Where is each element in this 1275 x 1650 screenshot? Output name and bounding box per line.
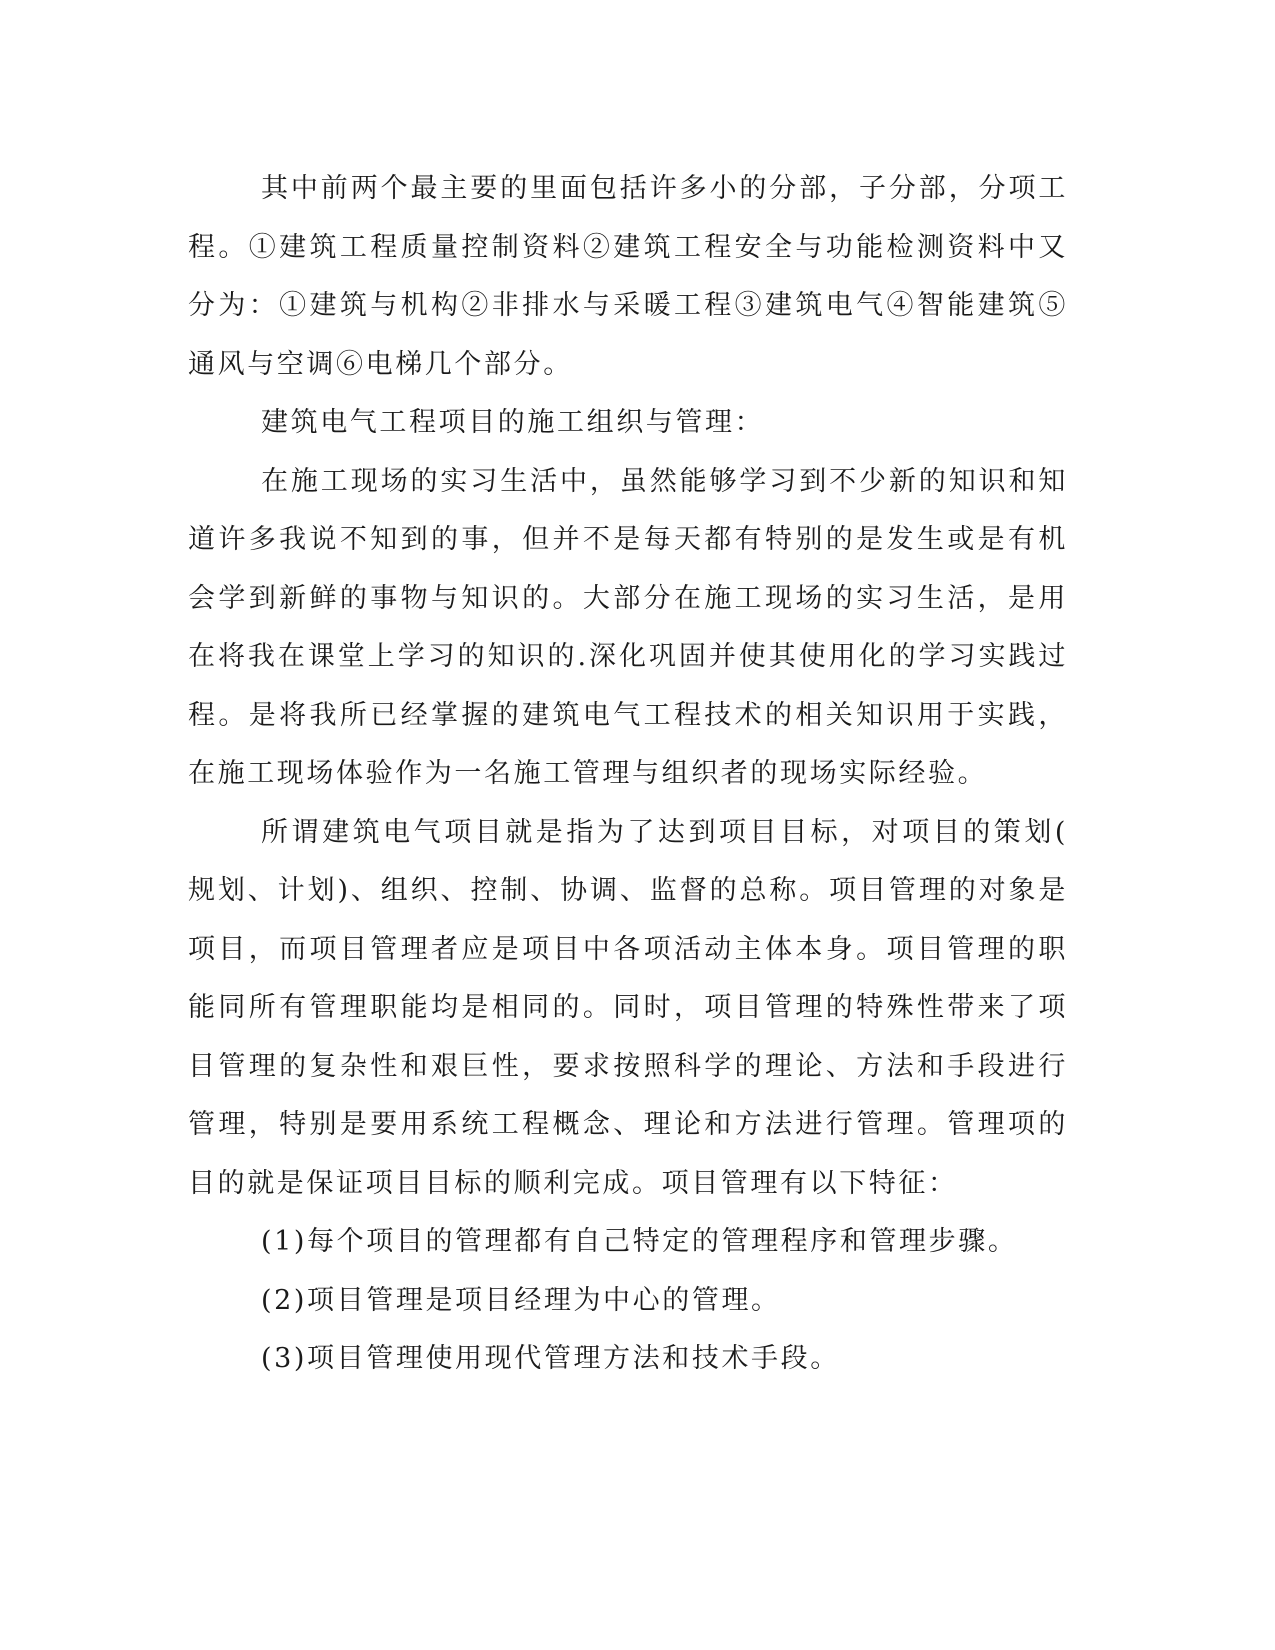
list-item-feature-3: (3)项目管理使用现代管理方法和技术手段。 bbox=[261, 1343, 840, 1374]
list-item-feature-2: (2)项目管理是项目经理为中心的管理。 bbox=[261, 1284, 781, 1316]
paragraph-project-management-definition: 所谓建筑电气项目就是指为了达到项目目标，对项目的策划(规划、计划)、组织、控制、协调、监督的总称。项目管理的对象是项目，而项目管理者应是项目中各项活动主体本身。项目管理的职能同所有管理职能均是相同的。同时，项目管理的特殊性带来了项目管理的复杂性和艰巨性，要求按照科学的理论、方法和手段进行管理，特别是要用系统工程概念、理论和方法进行管理。管理项的目的就是保证项目目标的顺利完成。项目管理有以下特征： bbox=[188, 816, 1068, 1199]
paragraph-internship-experience: 在施工现场的实习生活中，虽然能够学习到不少新的知识和知道许多我说不知到的事，但并不是每天都有特别的是发生或是有机会学到新鲜的事物与知识的。大部分在施工现场的实习生活，是用在将我在课堂上学习的知识的.深化巩固并使其使用化的学习实践过程。是将我所已经掌握的建筑电气工程技术的相关知识用于实践，在施工现场体验作为一名施工管理与组织者的现场实际经验。 bbox=[188, 465, 1068, 789]
section-heading-construction-management: 建筑电气工程项目的施工组织与管理： bbox=[261, 407, 765, 438]
document-body bbox=[188, 160, 1068, 1389]
list-item-feature-1: (1)每个项目的管理都有自己特定的管理程序和管理步骤。 bbox=[261, 1226, 1018, 1257]
paragraph-project-divisions: 其中前两个最主要的里面包括许多小的分部，子分部，分项工程。①建筑工程质量控制资料②建筑工程安全与功能检测资料中又分为：①建筑与机构②非排水与采暖工程③建筑电气④智能建筑⑤通风与空调⑥电梯几个部分。 bbox=[188, 173, 1068, 380]
